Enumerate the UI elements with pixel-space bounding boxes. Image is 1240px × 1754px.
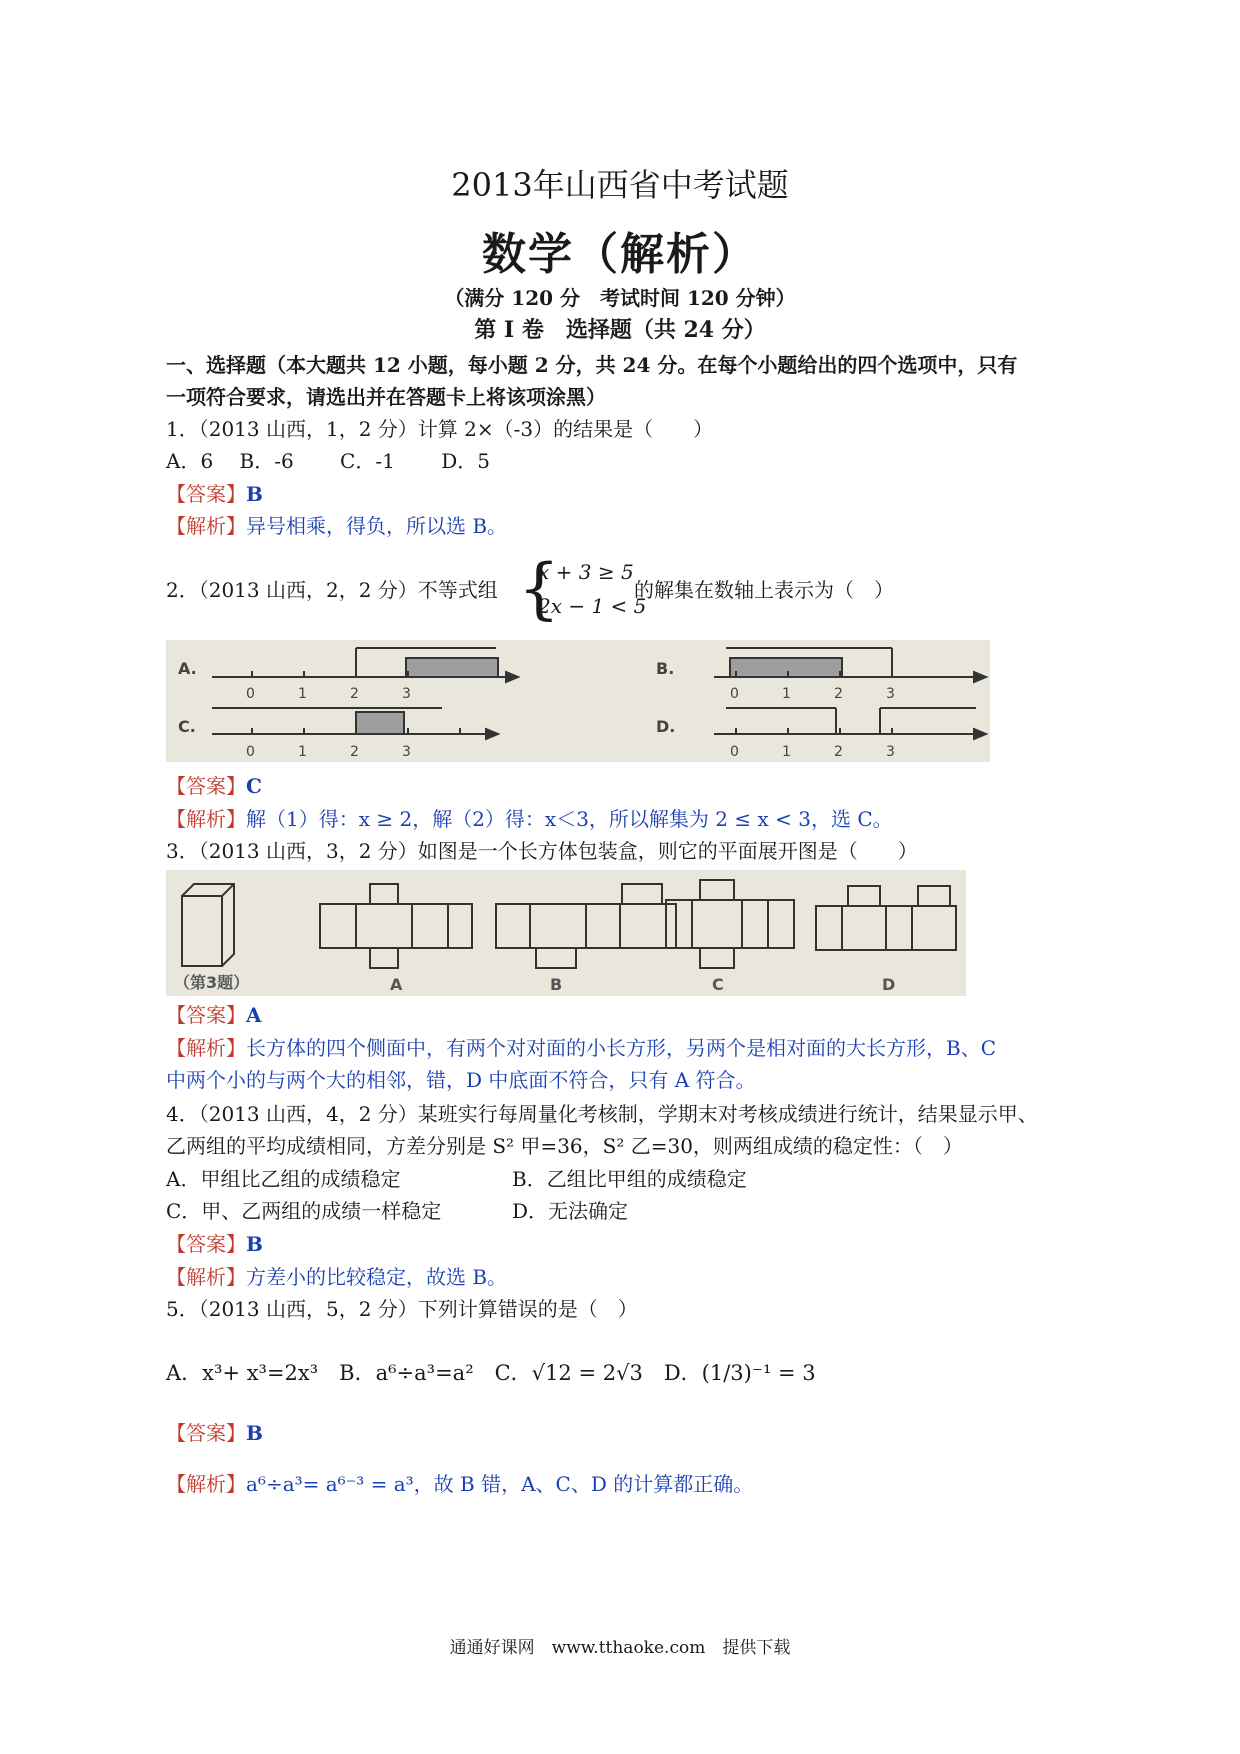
tick-label: 2 — [834, 686, 843, 702]
tick-label: 2 — [350, 744, 359, 760]
q1-answer-row — [166, 479, 263, 509]
document-title: 2013年山西省中考试题 — [451, 166, 789, 204]
tick-label: 0 — [730, 744, 739, 760]
q2-answer-row — [166, 771, 262, 801]
analysis-label: 【解析】 — [166, 1265, 246, 1289]
q4-stem-line1: 4．（2013 山西，4，2 分）某班实行每周量化考核制，学期末对考核成绩进行统计，结果显示甲、 — [166, 1102, 1038, 1126]
option-c-label: C — [712, 975, 724, 994]
tick-label: 1 — [782, 686, 791, 702]
q2-stem-prefix: 2．（2013 山西，2，2 分）不等式组 — [166, 578, 498, 602]
q2-answer: C — [246, 774, 262, 798]
q3-analysis-line1: 长方体的四个侧面中，有两个对对面的小长方形，另两个是相对面的大长方形，B、C — [246, 1036, 996, 1060]
answer-label: 【答案】 — [166, 1421, 246, 1445]
option-c-label: C. — [178, 717, 196, 736]
exam-meta: （满分 120 分 考试时间 120 分钟） — [444, 286, 796, 310]
q5-answer: B — [246, 1421, 263, 1445]
q1-analysis: 异号相乘，得负，所以选 B。 — [246, 514, 508, 538]
section-instructions-line2: 一项符合要求，请选出并在答题卡上将该项涂黑） — [166, 385, 606, 409]
analysis-label: 【解析】 — [166, 1036, 246, 1060]
q5-analysis-row — [166, 1469, 753, 1499]
q4-answer-row — [166, 1229, 263, 1259]
q4-option-d: D．无法确定 — [512, 1199, 629, 1223]
section-instructions-line1: 一、选择题（本大题共 12 小题，每小题 2 分，共 24 分。在每个小题给出的四个选项中，只有 — [166, 353, 1018, 377]
q3-answer-row — [166, 1000, 262, 1030]
q2-analysis: 解（1）得：x ≥ 2，解（2）得：x＜3，所以解集为 2 ≤ x < 3，选 C。 — [246, 807, 893, 831]
q4-answer: B — [246, 1232, 263, 1256]
system-brace: { — [518, 550, 560, 627]
q2-stem-suffix: 的解集在数轴上表示为（ ） — [634, 578, 894, 602]
q5-options: A．x³+ x³=2x³ B．a⁶÷a³=a² C．√12 = 2√3 D．(1/3)⁻¹ = 3 — [166, 1361, 816, 1385]
tick-label: 1 — [298, 686, 307, 702]
option-a-label: A. — [178, 659, 197, 678]
number-line-options — [166, 640, 990, 762]
q5-stem: 5．（2013 山西，5，2 分）下列计算错误的是（ ） — [166, 1297, 638, 1321]
q2-inequality-1: x + 3 ≥ 5 — [538, 560, 634, 584]
tick-label: 3 — [886, 686, 895, 702]
q3-net-figure — [166, 870, 966, 996]
box-net-options — [166, 870, 966, 996]
document-subtitle: 数学（解析） — [482, 229, 758, 280]
q4-option-c: C．甲、乙两组的成绩一样稳定 — [166, 1199, 442, 1223]
tick-label: 1 — [782, 744, 791, 760]
tick-label: 0 — [246, 744, 255, 760]
tick-label: 0 — [730, 686, 739, 702]
q4-option-b: B．乙组比甲组的成绩稳定 — [512, 1167, 747, 1191]
q1-stem: 1．（2013 山西，1，2 分）计算 2×（-3）的结果是（ ） — [166, 417, 714, 441]
q3-analysis-row — [166, 1033, 996, 1063]
tick-label: 0 — [246, 686, 255, 702]
tick-label: 3 — [402, 744, 411, 760]
answer-label: 【答案】 — [166, 482, 246, 506]
q2-analysis-row — [166, 804, 893, 834]
page-footer: 通通好课网 www.tthaoke.com 提供下载 — [449, 1638, 791, 1658]
answer-label: 【答案】 — [166, 774, 246, 798]
analysis-label: 【解析】 — [166, 807, 246, 831]
q4-option-a: A．甲组比乙组的成绩稳定 — [166, 1167, 401, 1191]
option-d-label: D — [882, 975, 896, 994]
q5-analysis: a⁶÷a³= a⁶⁻³ = a³，故 B 错，A、C、D 的计算都正确。 — [246, 1472, 754, 1496]
q3-analysis-line2: 中两个小的与两个大的相邻，错，D 中底面不符合，只有 A 符合。 — [166, 1068, 756, 1092]
option-d-label: D. — [656, 717, 676, 736]
q4-stem-line2: 乙两组的平均成绩相同，方差分别是 S² 甲=36，S² 乙=30，则两组成绩的稳定性：（ ） — [166, 1134, 963, 1158]
q2-number-line-figure — [166, 640, 990, 762]
option-b-label: B — [550, 975, 563, 994]
answer-label: 【答案】 — [166, 1232, 246, 1256]
tick-label: 1 — [298, 744, 307, 760]
q2-inequality-2: 2x − 1 < 5 — [538, 594, 647, 618]
answer-label: 【答案】 — [166, 1003, 246, 1027]
q4-analysis-row — [166, 1262, 507, 1292]
q3-stem: 3．（2013 山西，3，2 分）如图是一个长方体包装盒，则它的平面展开图是（ ） — [166, 839, 918, 863]
option-a-label: A — [390, 975, 403, 994]
q3-answer: A — [246, 1003, 262, 1027]
tick-label: 3 — [886, 744, 895, 760]
q1-answer: B — [246, 482, 263, 506]
figure-caption: （第3题） — [174, 973, 250, 992]
q4-analysis: 方差小的比较稳定，故选 B。 — [246, 1265, 508, 1289]
analysis-label: 【解析】 — [166, 1472, 246, 1496]
tick-label: 3 — [402, 686, 411, 702]
tick-label: 2 — [834, 744, 843, 760]
tick-label: 2 — [350, 686, 359, 702]
option-b-label: B. — [656, 659, 675, 678]
q5-answer-row — [166, 1418, 263, 1448]
analysis-label: 【解析】 — [166, 514, 246, 538]
part-heading: 第 I 卷 选择题（共 24 分） — [474, 317, 766, 343]
q1-analysis-row — [166, 511, 507, 541]
q1-options: A．6 B．-6 C．-1 D．5 — [166, 449, 490, 473]
